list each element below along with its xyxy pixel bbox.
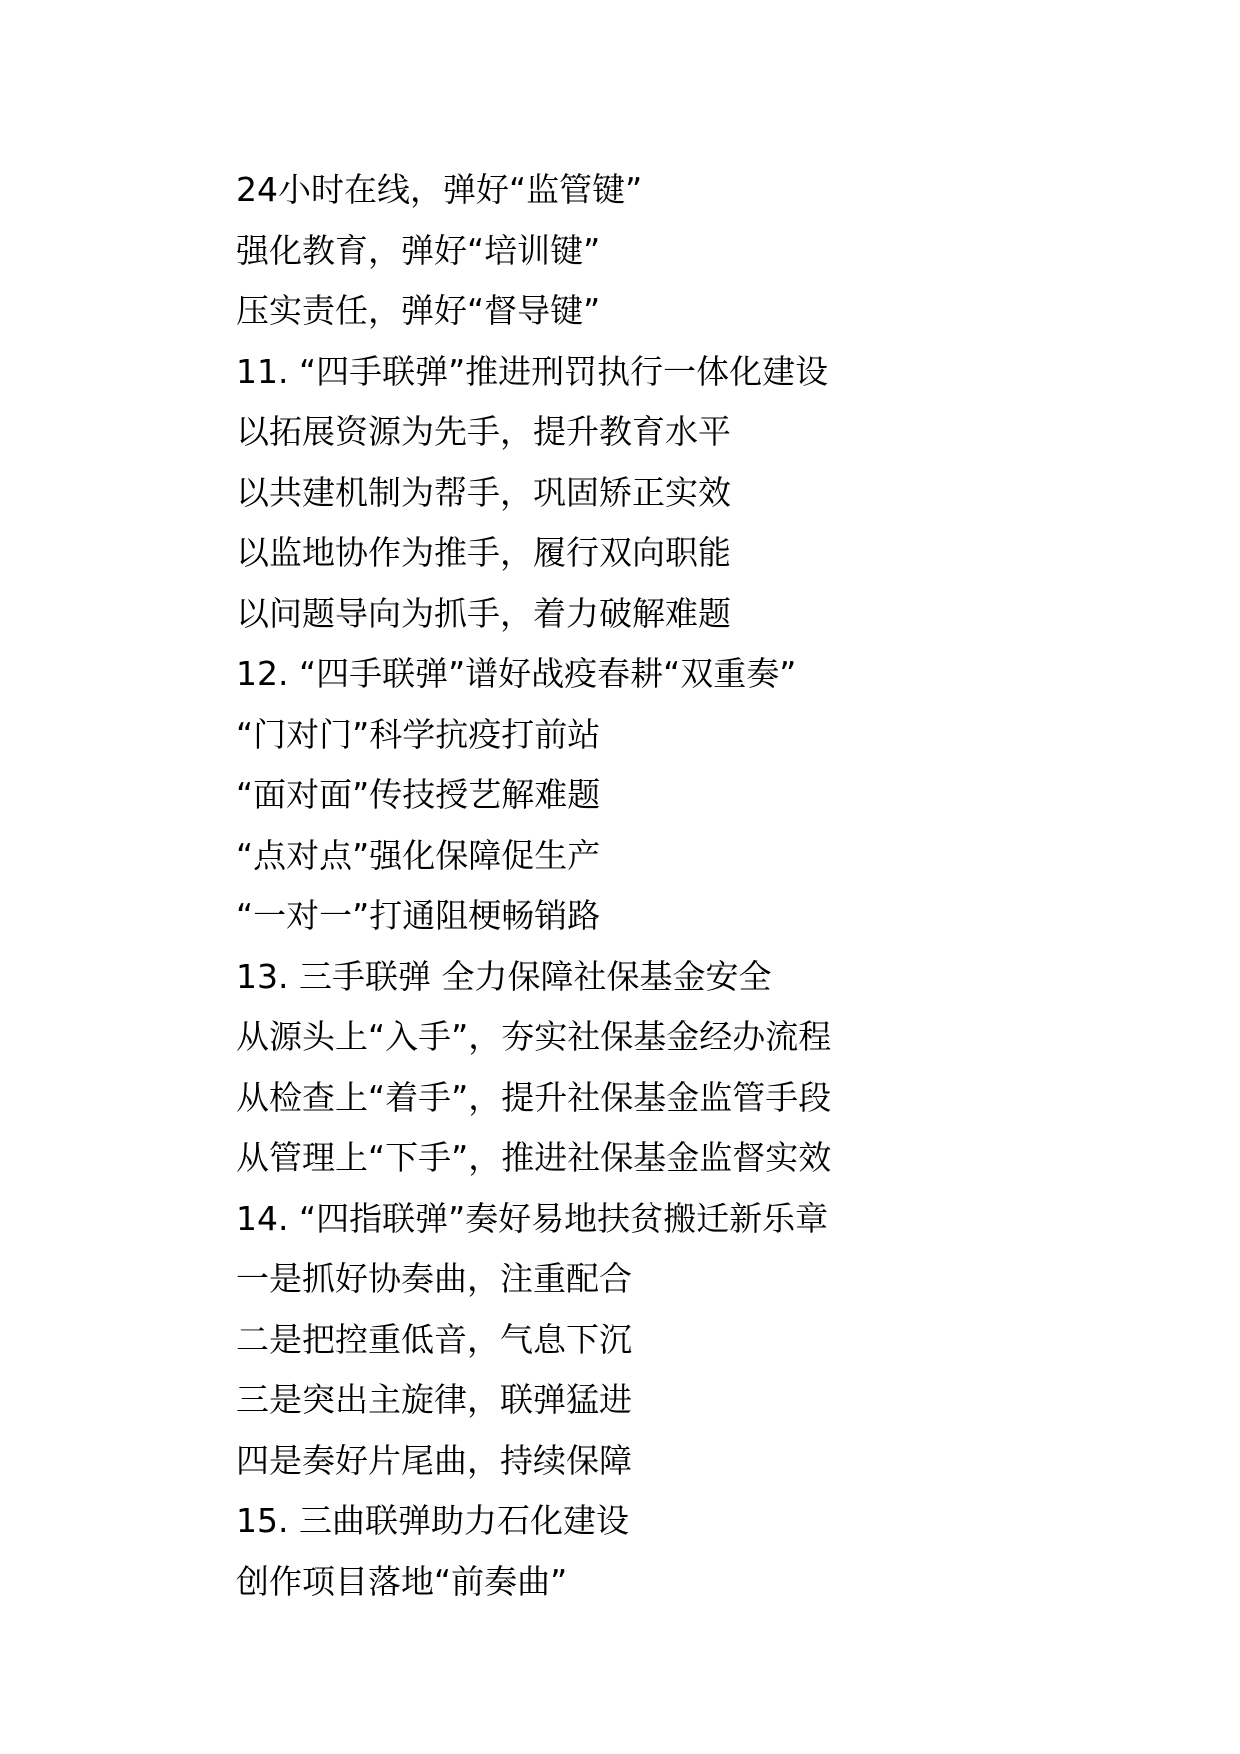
text-line: 强化教育，弹好“培训键”: [236, 230, 601, 270]
text-line: 以监地协作为推手，履行双向职能: [236, 533, 731, 572]
text-line: 三是突出主旋律，联弹猛进: [236, 1380, 632, 1419]
section-heading: 13. 三手联弹 全力保障社保基金安全: [236, 956, 772, 996]
text-line: 以问题导向为抓手，着力破解难题: [236, 593, 731, 633]
text-line: “门对门”科学抗疫打前站: [236, 714, 601, 754]
text-line: 从检查上“着手”，提升社保基金监管手段: [236, 1077, 832, 1117]
section-heading: 12. “四手联弹”谱好战疫春耕“双重奏”: [236, 654, 797, 693]
document-body: [236, 160, 1196, 1612]
section-heading: 14. “四指联弹”奏好易地扶贫搬迁新乐章: [236, 1198, 829, 1238]
text-line: 从管理上“下手”，推进社保基金监督实效: [236, 1138, 832, 1177]
text-line: 二是把控重低音，气息下沉: [236, 1319, 632, 1359]
text-line: 24小时在线，弹好“监管键”: [236, 170, 643, 209]
text-line: “一对一”打通阻梗畅销路: [236, 896, 601, 935]
text-line: 一是抓好协奏曲，注重配合: [236, 1259, 632, 1298]
section-heading: 15. 三曲联弹助力石化建设: [236, 1501, 629, 1540]
text-line: 创作项目落地“前奏曲”: [236, 1561, 568, 1601]
text-line: 四是奏好片尾曲，持续保障: [236, 1440, 632, 1480]
text-line: 以共建机制为帮手，巩固矫正实效: [236, 472, 731, 512]
text-line: “点对点”强化保障促生产: [236, 835, 601, 875]
text-line: “面对面”传技授艺解难题: [236, 775, 601, 814]
text-line: 压实责任，弹好“督导键”: [236, 291, 601, 330]
text-line: 以拓展资源为先手，提升教育水平: [236, 412, 731, 451]
text-line: 从源头上“入手”，夯实社保基金经办流程: [236, 1017, 832, 1056]
section-heading: 11. “四手联弹”推进刑罚执行一体化建设: [236, 351, 829, 391]
